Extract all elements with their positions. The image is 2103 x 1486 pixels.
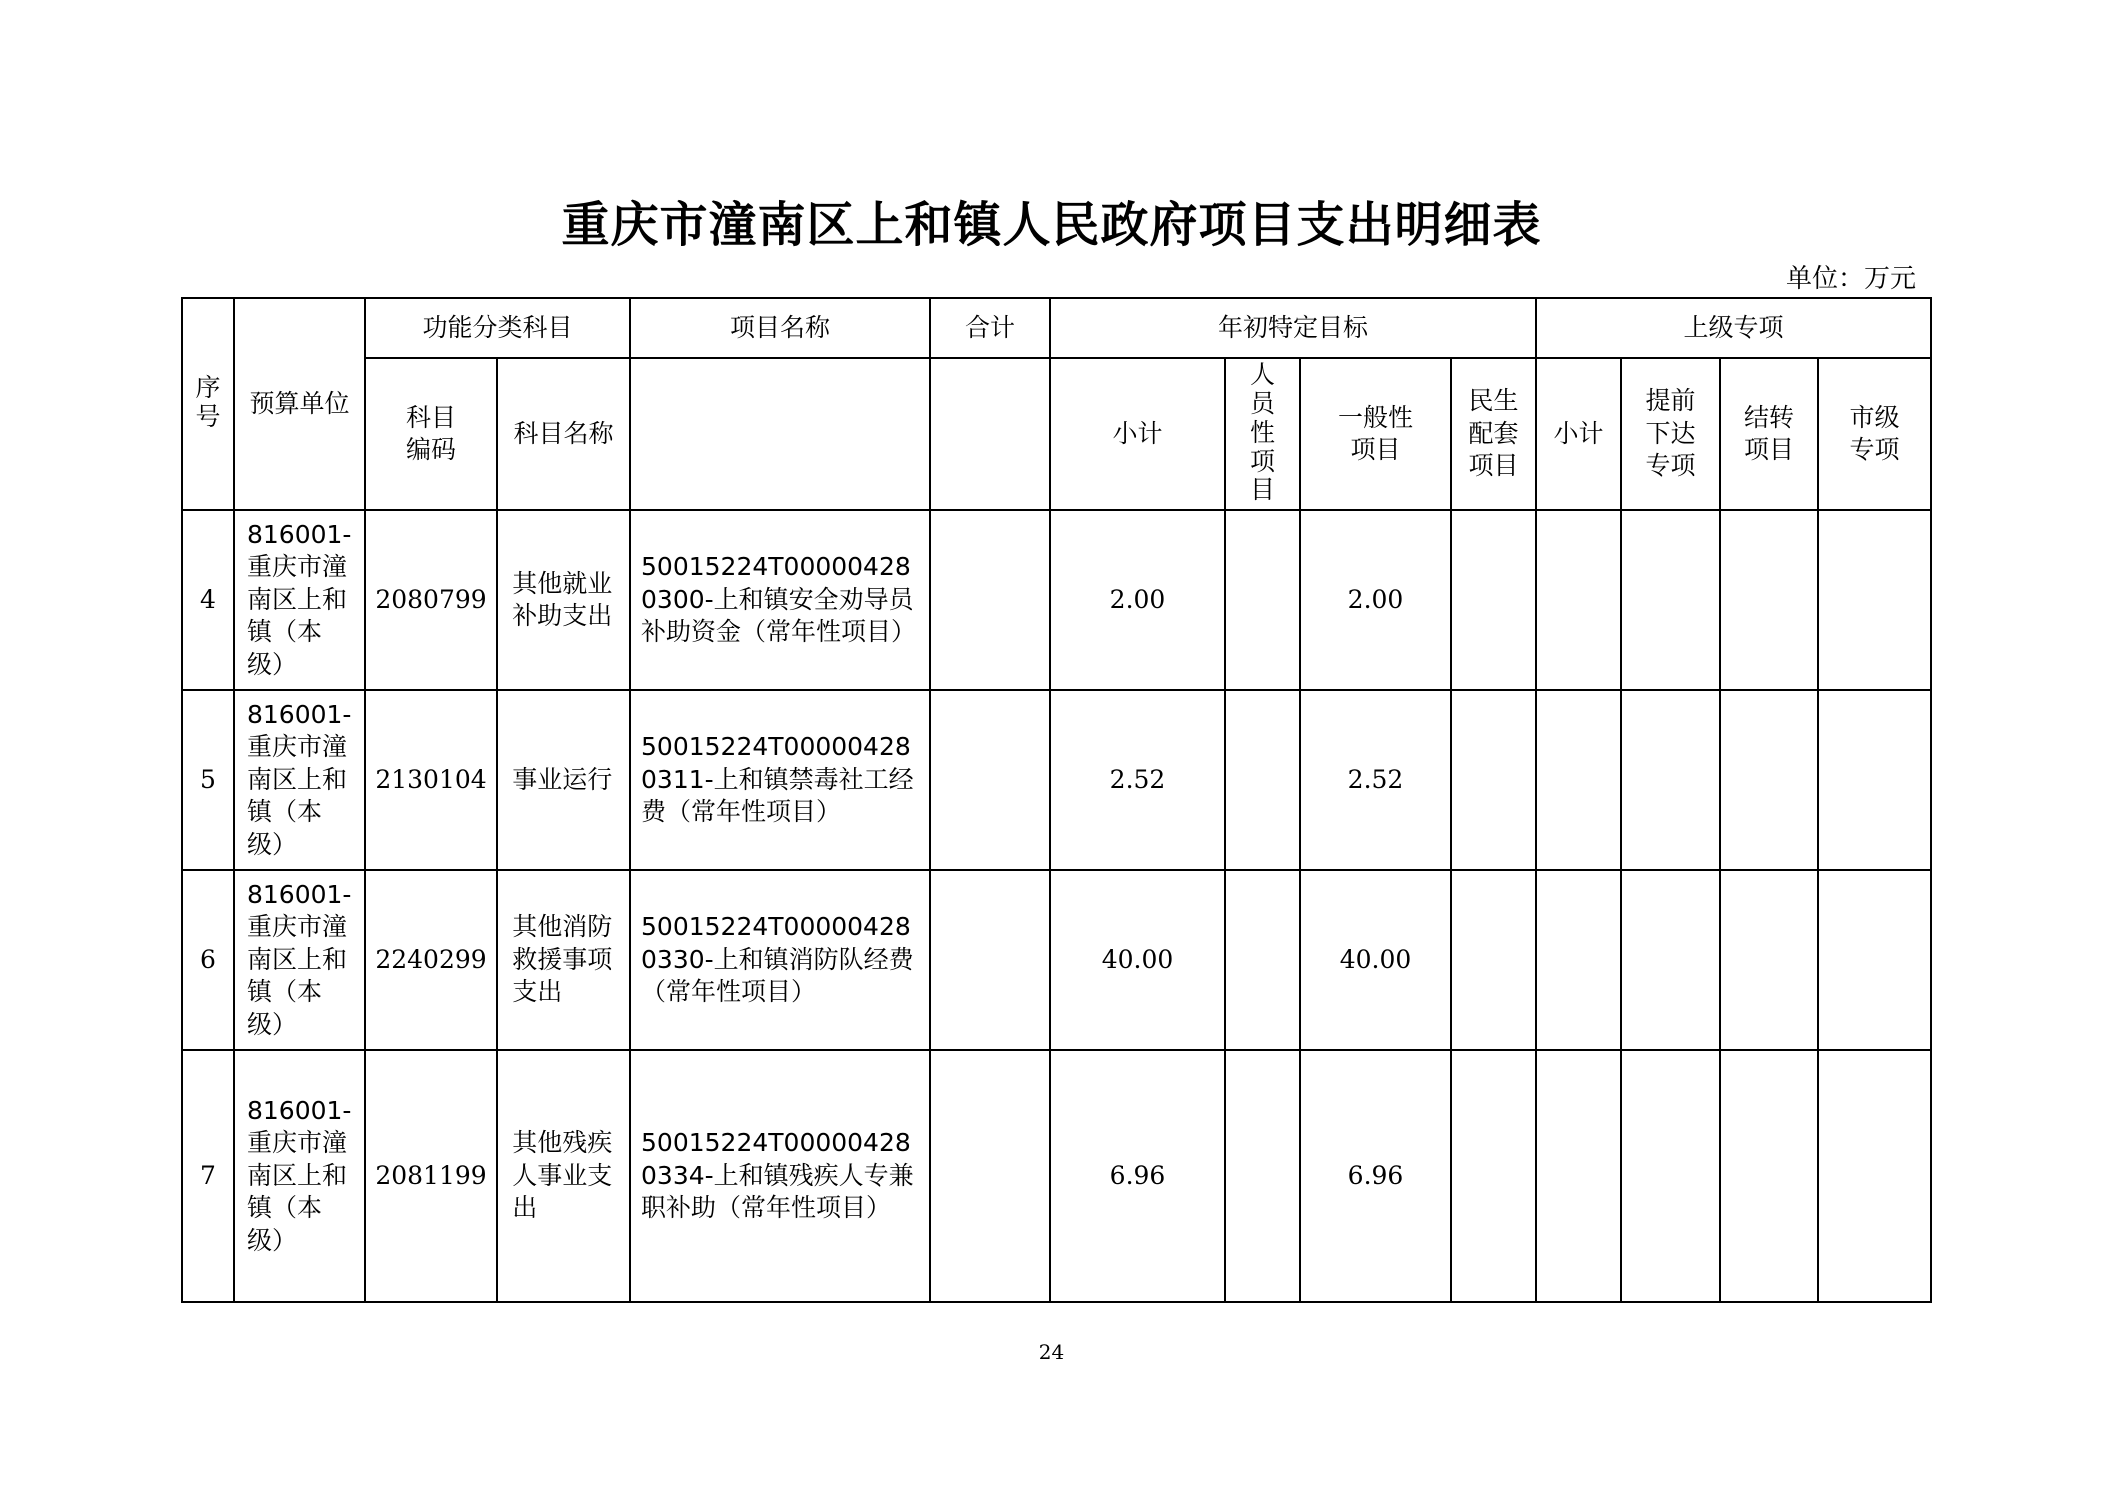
header-superior: 上级专项 [1536,298,1931,358]
row-seq: 4 [182,510,234,690]
row-seq: 5 [182,690,234,870]
header-row-1 [182,298,1931,358]
header-annual-subtotal: 小计 [1050,358,1225,510]
row-carryover [1720,690,1818,870]
row-total [930,510,1050,690]
header-advance: 提前下达专项 [1621,358,1720,510]
header-subject-code: 科目编码 [365,358,497,510]
row-carryover [1720,510,1818,690]
header-annual-target: 年初特定目标 [1050,298,1536,358]
row-seq: 7 [182,1050,234,1302]
page-number: 24 [1038,1340,1065,1364]
header-project-name: 项目名称 [630,298,930,358]
row-project-name: 50015224T000004280334-上和镇残疾人专兼职补助（常年性项目） [630,1050,930,1302]
table-row [182,870,1931,1050]
unit-label: 单位：万元 [1785,264,1916,294]
header-func-class: 功能分类科目 [365,298,630,358]
budget-table [181,297,1932,1303]
row-sup-subtotal [1536,870,1621,1050]
row-livelihood [1451,1050,1536,1302]
row-total [930,1050,1050,1302]
row-project-name: 50015224T000004280311-上和镇禁毒社工经费（常年性项目） [630,690,930,870]
row-annual-subtotal: 6.96 [1050,1050,1225,1302]
row-general: 2.00 [1300,510,1451,690]
header-sup-subtotal: 小计 [1536,358,1621,510]
row-subject-name: 事业运行 [497,690,630,870]
row-budget-unit: 816001-重庆市潼南区上和镇（本级） [234,510,365,690]
table-row [182,690,1931,870]
header-personnel: 人员性项目 [1225,358,1300,510]
row-budget-unit: 816001-重庆市潼南区上和镇（本级） [234,690,365,870]
header-total: 合计 [930,298,1050,358]
table-row [182,510,1931,690]
row-personnel [1225,870,1300,1050]
row-advance [1621,510,1720,690]
header-subject-name: 科目名称 [497,358,630,510]
row-sup-subtotal [1536,1050,1621,1302]
row-advance [1621,690,1720,870]
row-seq: 6 [182,870,234,1050]
row-subject-name: 其他就业补助支出 [497,510,630,690]
page-title: 重庆市潼南区上和镇人民政府项目支出明细表 [561,197,1542,253]
row-sup-subtotal [1536,690,1621,870]
row-advance [1621,1050,1720,1302]
row-annual-subtotal: 2.52 [1050,690,1225,870]
row-general: 40.00 [1300,870,1451,1050]
row-personnel [1225,1050,1300,1302]
row-advance [1621,870,1720,1050]
header-budget-unit: 预算单位 [234,298,365,510]
row-carryover [1720,1050,1818,1302]
row-subject-code: 2240299 [365,870,497,1050]
row-total [930,690,1050,870]
header-general: 一般性项目 [1300,358,1451,510]
header-livelihood: 民生配套项目 [1451,358,1536,510]
row-budget-unit: 816001-重庆市潼南区上和镇（本级） [234,870,365,1050]
row-carryover [1720,870,1818,1050]
header-row-2 [182,358,1931,510]
row-subject-code: 2080799 [365,510,497,690]
row-subject-code: 2081199 [365,1050,497,1302]
header-project-name-blank [630,358,930,510]
row-total [930,870,1050,1050]
table-row [182,1050,1931,1302]
row-municipal [1818,510,1931,690]
row-annual-subtotal: 2.00 [1050,510,1225,690]
header-seq: 序号 [182,298,234,510]
row-subject-name: 其他残疾人事业支出 [497,1050,630,1302]
row-personnel [1225,690,1300,870]
row-municipal [1818,870,1931,1050]
row-annual-subtotal: 40.00 [1050,870,1225,1050]
header-municipal: 市级专项 [1818,358,1931,510]
header-total-blank [930,358,1050,510]
header-carryover: 结转项目 [1720,358,1818,510]
row-sup-subtotal [1536,510,1621,690]
row-subject-name: 其他消防救援事项支出 [497,870,630,1050]
row-livelihood [1451,690,1536,870]
row-livelihood [1451,510,1536,690]
row-livelihood [1451,870,1536,1050]
row-project-name: 50015224T000004280330-上和镇消防队经费（常年性项目） [630,870,930,1050]
row-personnel [1225,510,1300,690]
row-subject-code: 2130104 [365,690,497,870]
row-project-name: 50015224T000004280300-上和镇安全劝导员补助资金（常年性项目） [630,510,930,690]
row-municipal [1818,1050,1931,1302]
row-general: 6.96 [1300,1050,1451,1302]
row-budget-unit: 816001-重庆市潼南区上和镇（本级） [234,1050,365,1302]
row-municipal [1818,690,1931,870]
row-general: 2.52 [1300,690,1451,870]
